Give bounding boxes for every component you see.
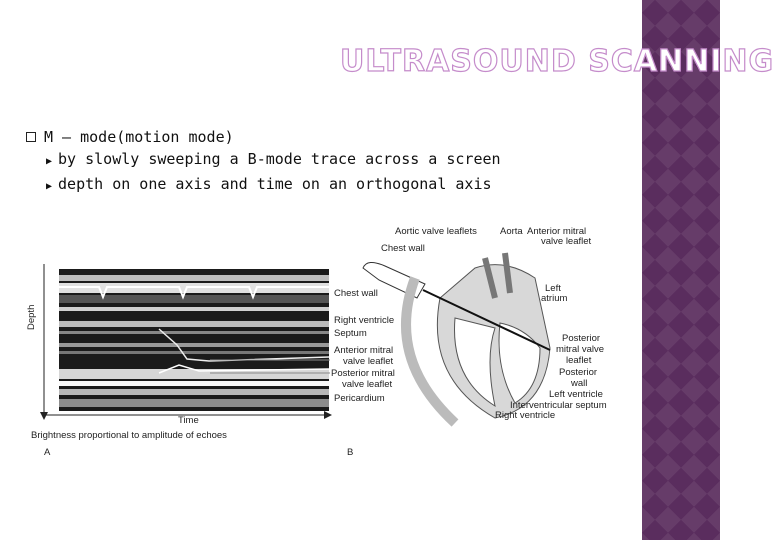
slide-title: ULTRASOUND SCANNING — [340, 44, 774, 79]
label-posterior-wall-2: wall — [571, 378, 588, 389]
label-anterior-mitral-2: valve leaflet — [343, 356, 394, 367]
label-chest-wall: Chest wall — [334, 288, 378, 299]
depth-axis-label: Depth — [26, 304, 37, 330]
label-aorta: Aorta — [500, 226, 523, 237]
label-posterior-wall-1: Posterior — [559, 367, 598, 378]
label-anterior-mitral-1: Anterior mitral — [334, 345, 394, 356]
depth-axis-arrow — [38, 262, 50, 422]
label-anterior-mitral-b-2: valve leaflet — [541, 236, 592, 247]
label-interventricular: Interventricular septum — [510, 400, 607, 411]
label-posterior-mitral-2: valve leaflet — [342, 379, 393, 390]
panel-a-letter: A — [44, 447, 51, 458]
triangle-bullet-icon: ▶ — [46, 156, 53, 167]
label-aortic-valve: Aortic valve leaflets — [395, 226, 477, 237]
label-anterior-mitral-b: Anterior mitral — [527, 226, 587, 237]
bullet-list — [26, 126, 501, 198]
brightness-caption: Brightness proportional to amplitude of echoes — [31, 430, 227, 441]
triangle-bullet-icon: ▶ — [46, 181, 53, 192]
label-left-ventricle: Left ventricle — [549, 389, 603, 400]
label-right-ventricle: Right ventricle — [334, 315, 395, 326]
label-chest-wall-b: Chest wall — [381, 243, 425, 254]
sub-bullet-1 — [26, 148, 501, 173]
label-septum: Septum — [334, 328, 367, 339]
label-pericardium: Pericardium — [334, 393, 385, 404]
checkbox-bullet-icon — [26, 132, 36, 142]
panel-b-letter: B — [347, 447, 354, 458]
sub-bullet-1-text: by slowly sweeping a B-mode trace across a screen — [58, 150, 501, 168]
label-posterior-mitral-1: Posterior mitral — [331, 368, 395, 379]
label-left-atrium-1: Left — [545, 283, 561, 294]
label-posterior-mitral-b-3: leaflet — [566, 355, 592, 366]
decorative-side-bar — [642, 0, 720, 540]
label-posterior-mitral-b-2: mitral valve — [556, 344, 605, 355]
time-axis-label: Time — [178, 415, 199, 426]
bullet-main-text: M – mode(motion mode) — [44, 128, 234, 146]
label-right-ventricle-b: Right ventricle — [495, 410, 556, 421]
label-leader-lines — [210, 280, 335, 410]
sub-bullet-2 — [26, 173, 501, 198]
bullet-main — [26, 126, 501, 148]
label-left-atrium-2: atrium — [541, 293, 568, 304]
label-posterior-mitral-b-1: Posterior — [562, 333, 601, 344]
sub-bullet-2-text: depth on one axis and time on an orthogonal axis — [58, 175, 492, 193]
